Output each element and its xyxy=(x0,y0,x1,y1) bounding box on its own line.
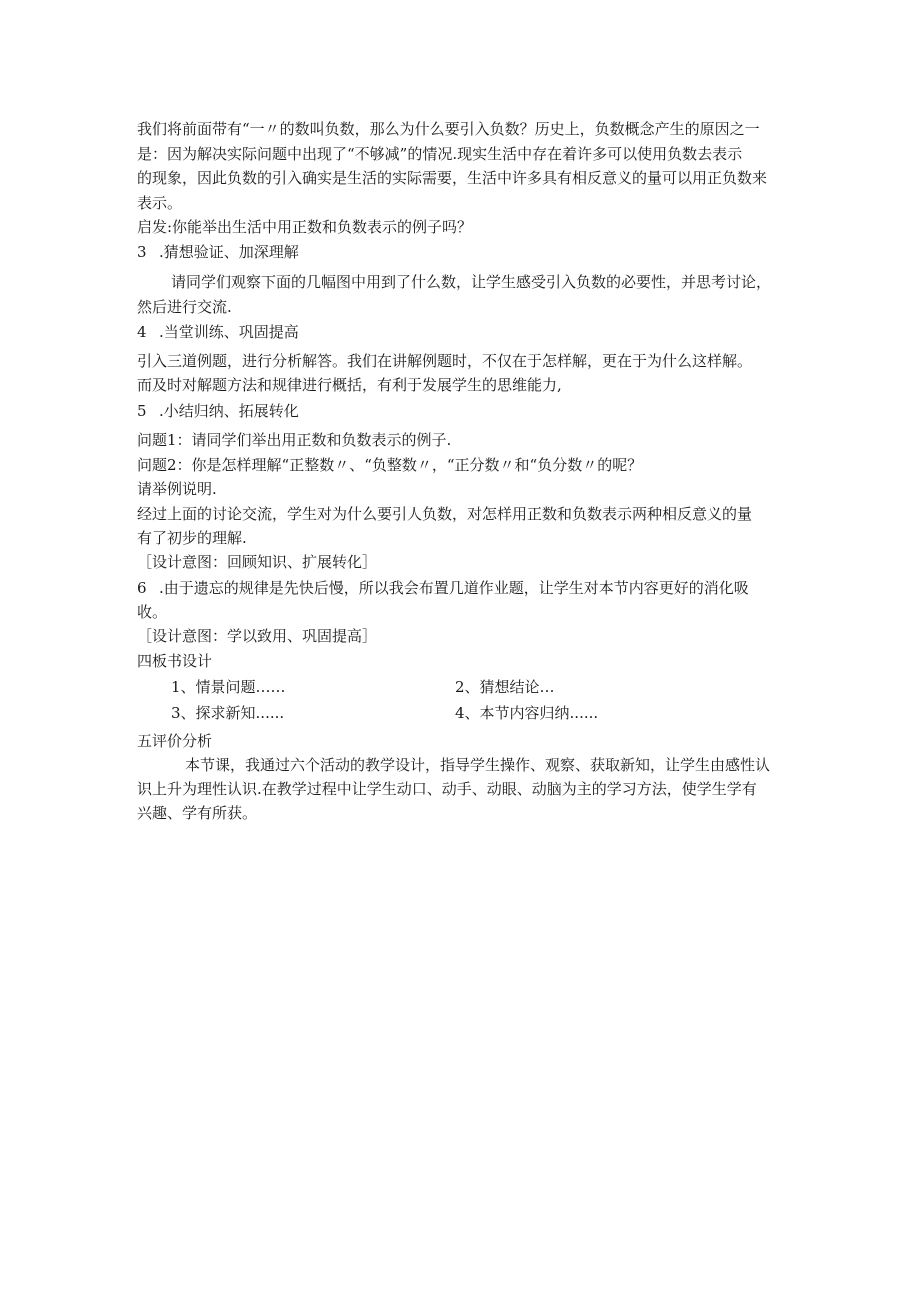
step-6-number: 6 xyxy=(137,579,147,597)
board-item-3: 3、探求新知...... xyxy=(171,704,285,722)
board-design-heading: 四板书设计 xyxy=(137,652,213,670)
board-item-4: 4、本节内容归纳...... xyxy=(455,704,599,722)
question-2-continued: 请举例说明. xyxy=(137,480,217,498)
intro-line-2: 是：因为解决实际问题中出现了“不够减”的情况.现实生活中存在着许多可以使用负数去表示 xyxy=(137,145,743,163)
step-3-number: 3 xyxy=(137,243,147,261)
step-3-paragraph-line-2: 然后进行交流. xyxy=(137,298,232,316)
evaluation-line-3: 兴趣、学有所获。 xyxy=(137,804,258,822)
intro-prompt: 启发:你能举出生活中用正数和负数表示的例子吗？ xyxy=(137,218,473,236)
question-2: 问题2：你是怎样理解“正整数〃、“负整数〃，“正分数〃和“负分数〃的呢？ xyxy=(137,456,643,474)
step-4-paragraph-line-1: 引入三道例题，进行分析解答。我们在讲解例题时，不仅在于怎样解，更在于为什么这样解。 xyxy=(137,352,753,370)
step-6-line-1 xyxy=(137,578,749,598)
step-4-paragraph-line-2: 而及时对解题方法和规律进行概括，有利于发展学生的思维能力, xyxy=(137,376,562,394)
step-5-title: .小结归纳、拓展转化 xyxy=(159,402,299,420)
discussion-summary-line-1: 经过上面的讨论交流，学生对为什么要引人负数，对怎样用正数和负数表示两种相反意义的量 xyxy=(137,505,753,523)
step-6-line-2: 收。 xyxy=(137,603,168,621)
step-3-title: .猜想验证、加深理解 xyxy=(159,243,299,261)
intro-line-1: 我们将前面带有“一〃的数叫负数，那么为什么要引入负数？历史上，负数概念产生的原因之一 xyxy=(137,120,760,138)
discussion-summary-line-2: 有了初步的理解. xyxy=(137,529,247,547)
intro-line-4: 表示。 xyxy=(137,194,183,212)
board-item-2: 2、猜想结论… xyxy=(455,678,555,696)
step-6-text: .由于遗忘的规律是先快后慢，所以我会布置几道作业题，让学生对本节内容更好的消化吸 xyxy=(159,579,749,597)
design-intent-1: ［设计意图：回顾知识、扩展转化］ xyxy=(137,553,378,571)
evaluation-heading: 五评价分析 xyxy=(137,732,213,750)
evaluation-line-1: 本节课，我通过六个活动的教学设计，指导学生操作、观察、获取新知，让学生由感性认 xyxy=(185,756,771,774)
step-4-title: .当堂训练、巩固提高 xyxy=(159,323,299,341)
evaluation-line-2: 识上升为理性认识.在教学过程中让学生动口、动手、动眼、动脑为主的学习方法，使学生学有 xyxy=(137,780,757,798)
question-1: 问题1：请同学们举出用正数和负数表示的例子. xyxy=(137,431,452,449)
step-5-heading xyxy=(137,401,299,421)
design-intent-2: ［设计意图：学以致用、巩固提高］ xyxy=(137,627,378,645)
step-4-heading xyxy=(137,322,299,342)
step-4-number: 4 xyxy=(137,323,147,341)
intro-line-3: 的现象，因此负数的引入确实是生活的实际需要，生活中许多具有相反意义的量可以用正负数来 xyxy=(137,169,768,187)
step-3-paragraph-line-1: 请同学们观察下面的几幅图中用到了什么数，让学生感受引入负数的必要性，并思考讨论， xyxy=(171,273,772,291)
step-3-heading xyxy=(137,242,299,262)
step-5-number: 5 xyxy=(137,402,147,420)
board-item-1: 1、情景问题…… xyxy=(171,678,286,696)
